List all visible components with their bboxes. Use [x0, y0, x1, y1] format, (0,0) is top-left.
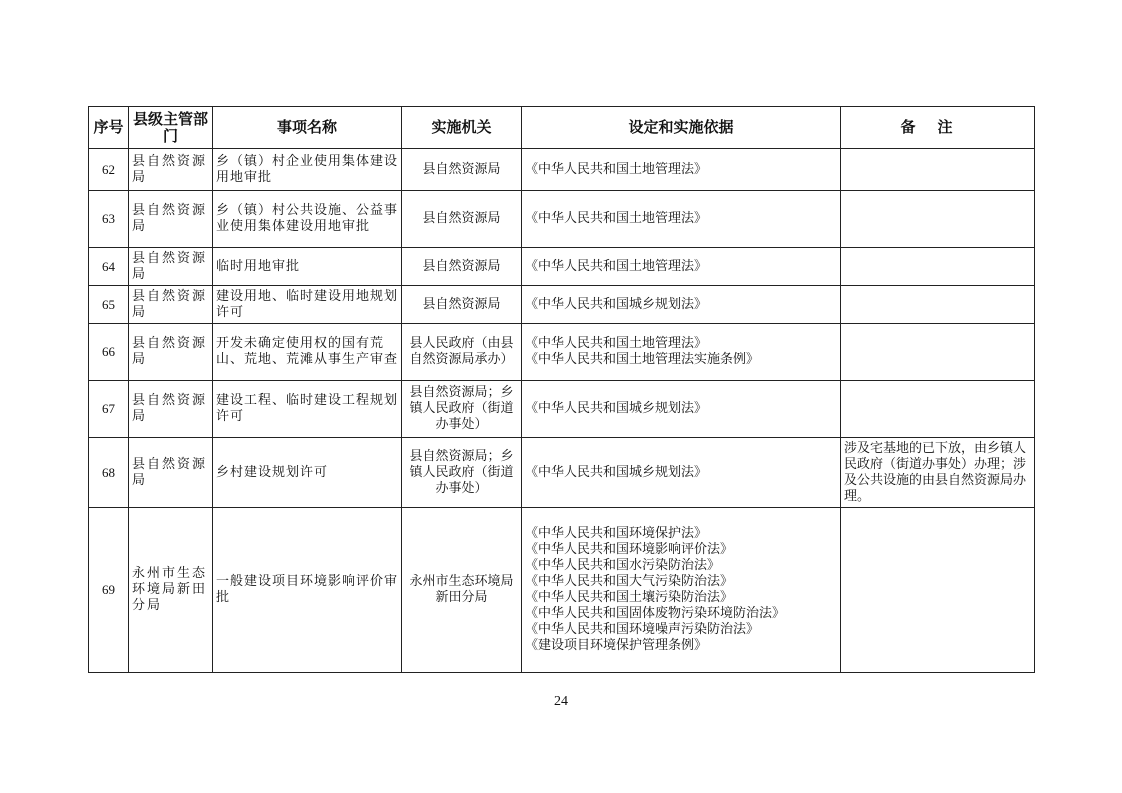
basis-line: 《中华人民共和国固体废物污染环境防治法》 [525, 606, 786, 621]
row-dept: 县自然资源局 [129, 191, 213, 248]
row-org: 县自然资源局 [402, 248, 522, 286]
row-no: 65 [89, 286, 129, 324]
basis-line: 《中华人民共和国土壤污染防治法》 [525, 590, 734, 605]
row-no: 67 [89, 381, 129, 438]
header-org: 实施机关 [402, 107, 522, 149]
row-remark [841, 381, 1035, 438]
header-dept: 县级主管部门 [129, 107, 213, 149]
table-row [89, 248, 1035, 286]
row-name: 临时用地审批 [213, 248, 402, 286]
row-remark [841, 149, 1035, 191]
row-name: 乡村建设规划许可 [213, 438, 402, 508]
table-row [89, 438, 1035, 508]
row-no: 68 [89, 438, 129, 508]
row-remark [841, 324, 1035, 381]
table-row [89, 286, 1035, 324]
row-dept: 县自然资源局 [129, 438, 213, 508]
row-dept: 县自然资源局 [129, 248, 213, 286]
row-remark [841, 191, 1035, 248]
basis-line: 《中华人民共和国土地管理法》 [525, 258, 708, 274]
row-org: 县人民政府（由县自然资源局承办） [402, 324, 522, 381]
row-basis [522, 286, 841, 324]
row-name: 乡（镇）村企业使用集体建设用地审批 [213, 149, 402, 191]
row-name: 一般建设项目环境影响评价审批 [213, 508, 402, 673]
row-org: 县自然资源局 [402, 286, 522, 324]
table-row [89, 508, 1035, 673]
basis-line: 《中华人民共和国土地管理法》 [525, 161, 708, 177]
row-basis [522, 508, 841, 673]
row-no: 66 [89, 324, 129, 381]
basis-line: 《中华人民共和国土地管理法》 [525, 211, 708, 226]
row-name: 建设工程、临时建设工程规划许可 [213, 381, 402, 438]
table-body [89, 149, 1035, 673]
basis-line: 《中华人民共和国城乡规划法》 [525, 401, 708, 416]
row-no: 63 [89, 191, 129, 248]
row-basis [522, 381, 841, 438]
row-basis [522, 248, 841, 286]
table-row [89, 191, 1035, 248]
basis-line: 《中华人民共和国城乡规划法》 [525, 296, 708, 312]
row-no: 69 [89, 508, 129, 673]
basis-line: 《中华人民共和国水污染防治法》 [525, 558, 721, 573]
row-dept: 县自然资源局 [129, 149, 213, 191]
basis-line: 《建设项目环境保护管理条例》 [525, 638, 708, 653]
row-name: 开发未确定使用权的国有荒山、荒地、荒滩从事生产审查 [213, 324, 402, 381]
basis-line: 《中华人民共和国环境噪声污染防治法》 [525, 622, 760, 637]
row-name: 乡（镇）村公共设施、公益事业使用集体建设用地审批 [213, 191, 402, 248]
row-remark [841, 508, 1035, 673]
page-number: 24 [554, 694, 568, 709]
basis-line: 《中华人民共和国土地管理法》 [525, 336, 708, 351]
row-name: 建设用地、临时建设用地规划许可 [213, 286, 402, 324]
row-basis [522, 191, 841, 248]
row-org: 县自然资源局 [402, 191, 522, 248]
table-row [89, 324, 1035, 381]
row-no: 62 [89, 149, 129, 191]
row-remark: 涉及宅基地的已下放，由乡镇人民政府（街道办事处）办理；涉及公共设施的由县自然资源局办理。 [841, 438, 1035, 508]
row-no: 64 [89, 248, 129, 286]
table-row [89, 149, 1035, 191]
header-remark: 备注 [841, 107, 1035, 149]
row-dept: 县自然资源局 [129, 286, 213, 324]
basis-line: 《中华人民共和国城乡规划法》 [525, 464, 708, 480]
header-basis: 设定和实施依据 [522, 107, 841, 149]
row-org: 县自然资源局；乡镇人民政府（街道办事处） [402, 381, 522, 438]
header-no: 序号 [89, 107, 129, 149]
row-basis [522, 438, 841, 508]
row-org: 县自然资源局 [402, 149, 522, 191]
basis-line: 《中华人民共和国大气污染防治法》 [525, 574, 734, 589]
row-org: 县自然资源局；乡镇人民政府（街道办事处） [402, 438, 522, 508]
row-dept: 县自然资源局 [129, 381, 213, 438]
row-dept: 县自然资源局 [129, 324, 213, 381]
table-row [89, 381, 1035, 438]
basis-line: 《中华人民共和国土地管理法实施条例》 [525, 352, 760, 367]
row-basis [522, 324, 841, 381]
row-basis [522, 149, 841, 191]
row-remark [841, 248, 1035, 286]
row-remark [841, 286, 1035, 324]
row-org: 永州市生态环境局新田分局 [402, 508, 522, 673]
basis-line: 《中华人民共和国环境影响评价法》 [525, 542, 734, 557]
matters-table [88, 106, 1035, 673]
table-header-row [89, 107, 1035, 149]
header-name: 事项名称 [213, 107, 402, 149]
basis-line: 《中华人民共和国环境保护法》 [525, 526, 708, 541]
row-dept: 永州市生态环境局新田分局 [129, 508, 213, 673]
